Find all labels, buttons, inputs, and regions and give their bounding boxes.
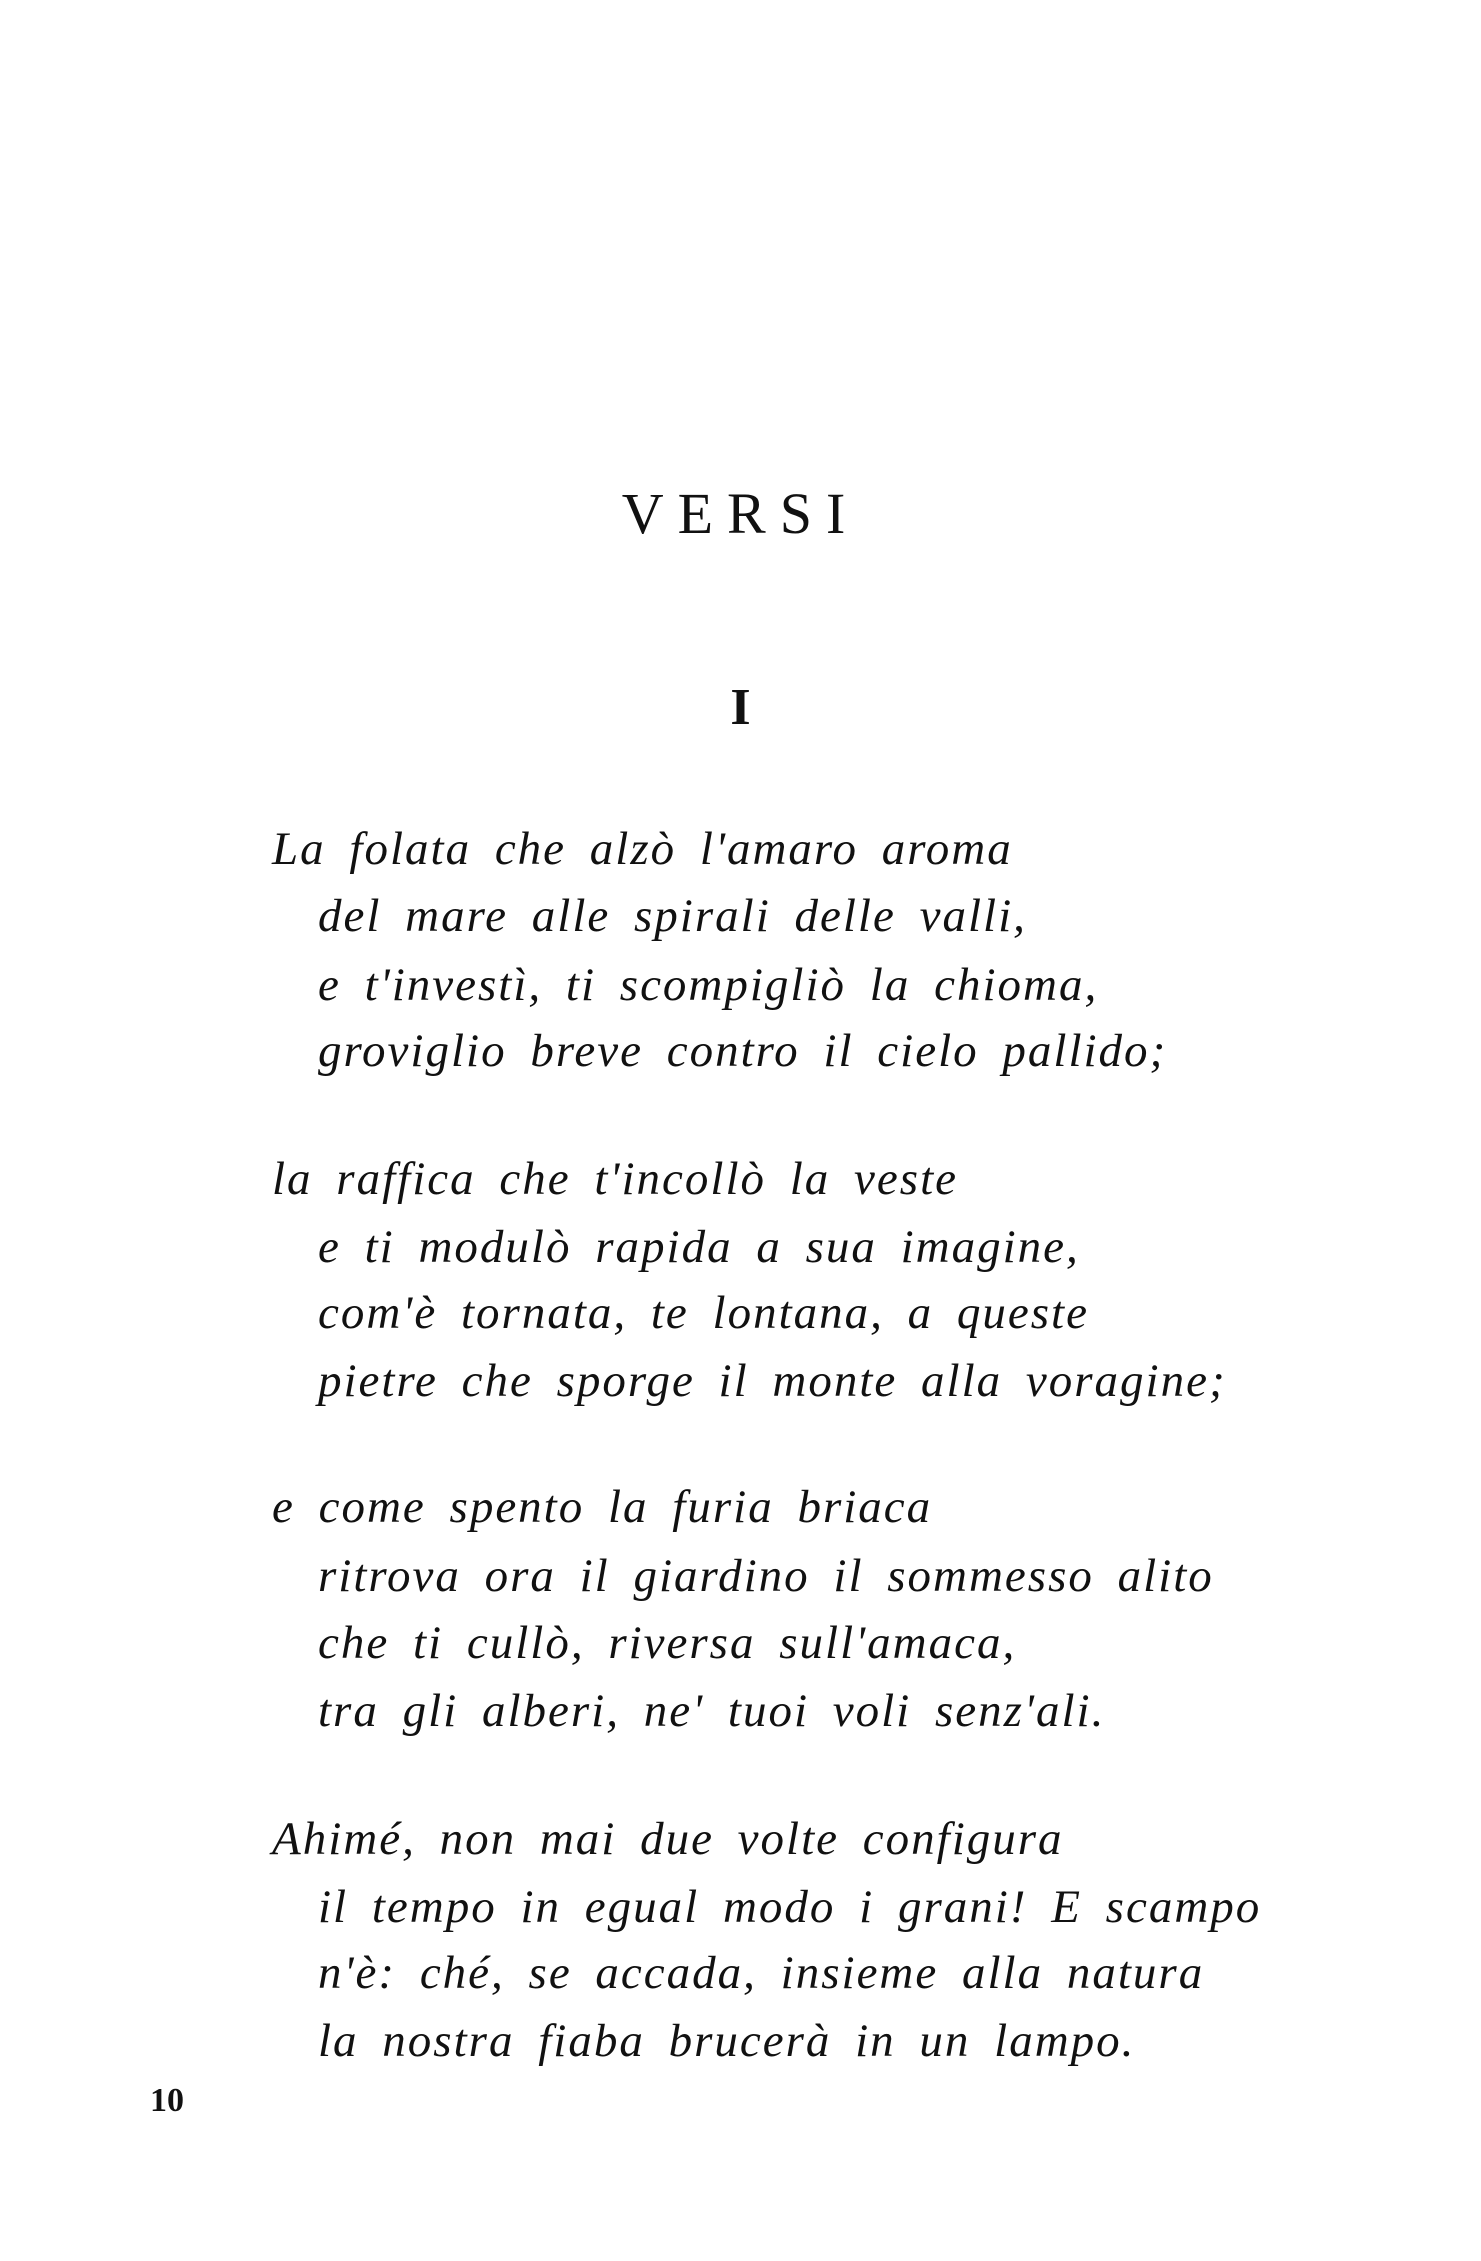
verse-line: la nostra fiaba brucerà in un lampo. (318, 2015, 1136, 2067)
verse-line: il tempo in egual modo i grani! E scampo (318, 1881, 1262, 1933)
verse-line: del mare alle spirali delle valli, (318, 890, 1027, 942)
verse-line: e t'investì, ti scompigliò la chioma, (318, 959, 1099, 1011)
verse-line: la raffica che t'incollò la veste (272, 1153, 958, 1205)
verse-line: n'è: ché, se accada, insieme alla natura (318, 1947, 1205, 1999)
verse-line: Ahimé, non mai due volte configura (272, 1813, 1064, 1865)
verse-line: groviglio breve contro il cielo pallido; (318, 1025, 1168, 1077)
verse-line: com'è tornata, te lontana, a queste (318, 1287, 1089, 1339)
poem-number: I (730, 679, 751, 736)
section-title: VERSI (621, 481, 860, 546)
page-number: 10 (150, 2082, 184, 2119)
verse-line: ritrova ora il giardino il sommesso alito (318, 1550, 1214, 1602)
verse-line: tra gli alberi, ne' tuoi voli senz'ali. (318, 1685, 1106, 1737)
verse-line: e come spento la furia briaca (272, 1481, 933, 1533)
verse-line: che ti cullò, riversa sull'amaca, (318, 1617, 1017, 1669)
verse-line: e ti modulò rapida a sua imagine, (318, 1221, 1080, 1273)
verse-line: pietre che sporge il monte alla voragine; (318, 1355, 1227, 1407)
verse-line: La folata che alzò l'amaro aroma (272, 823, 1013, 875)
